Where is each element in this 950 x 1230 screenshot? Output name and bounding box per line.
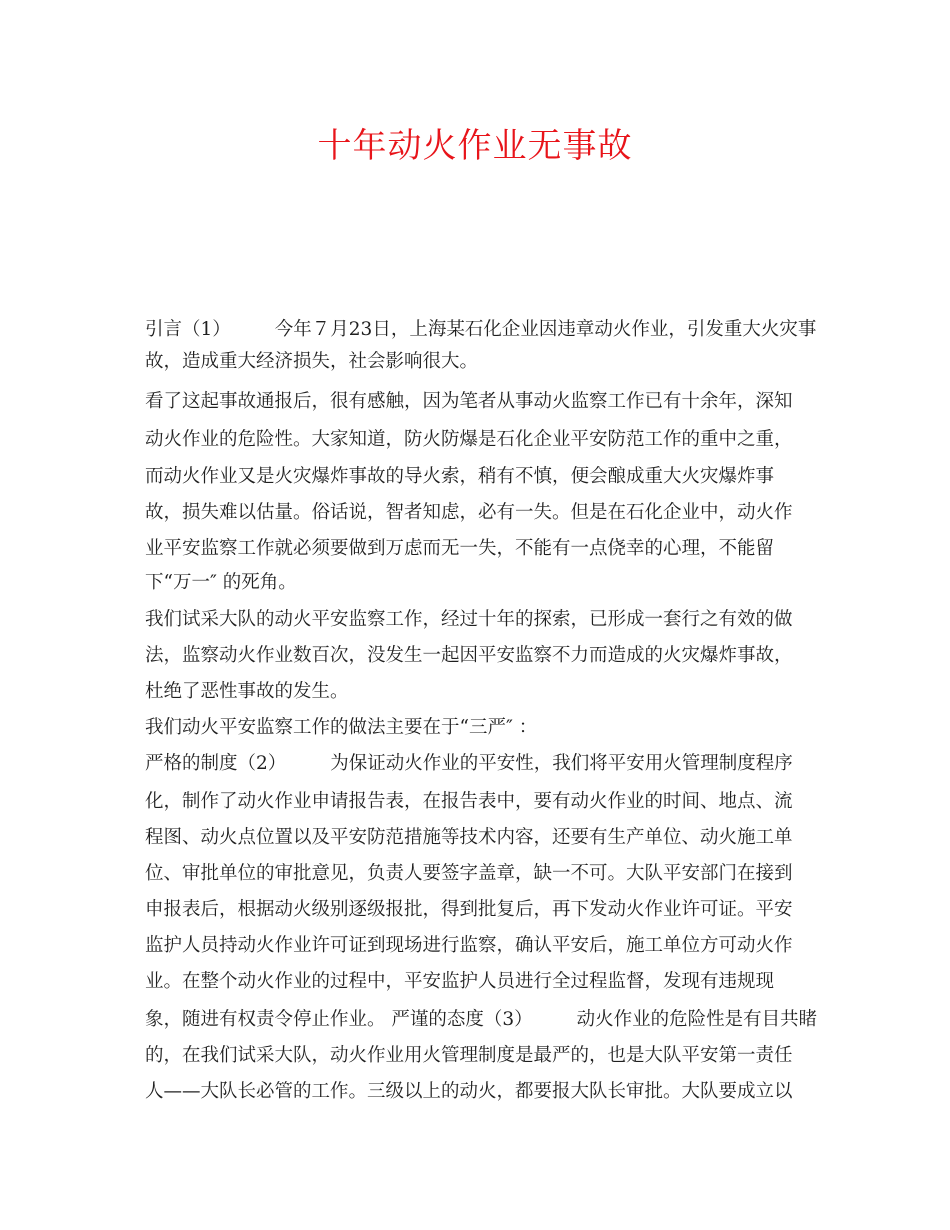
section-heading-rigorous-attitude: 象，随进有权责令停止作业。 严谨的态度（3） [145,1009,533,1030]
section-heading-intro: 引言（1） [145,319,231,340]
body-line-10: 法，监察动火作业数百次，没发生一起因平安监察不力而造成的火灾爆炸事故， [145,645,793,666]
body-line-22: 人——大队长必管的工作。三级以上的动火，都要报大队长审批。大队要成立以 [145,1081,793,1102]
body-line-15: 程图、动火点位置以及平安防范措施等技术内容，还要有生产单位、动火施工单 [145,827,793,848]
body-line-7: 业平安监察工作就必须要做到万虑而无一失，不能有一点侥幸的心理，不能留 [145,538,775,559]
body-text: 为保证动火作业的平安性，我们将平安用火管理制度程序 [330,753,793,774]
body-line-12: 我们动火平安监察工作的做法主要在于“三严″ ： [145,717,538,738]
body-line-8: 下“万一″ 的死角。 [145,572,297,593]
body-line-3: 看了这起事故通报后，很有感触，因为笔者从事动火监察工作已有十余年，深知 [145,391,793,412]
body-line-4: 动火作业的危险性。大家知道，防火防爆是石化企业平安防范工作的重中之重， [145,429,793,450]
body-text: 动火作业的危险性是有目共睹 [576,1009,818,1030]
body-line-2: 故，造成重大经济损失，社会影响很大。 [145,351,479,372]
body-line-13 [145,752,793,776]
body-line-21: 的，在我们试采大队，动火作业用火管理制度是最严的，也是大队平安第一责任 [145,1045,793,1066]
body-line-6: 故，损失难以估量。俗话说，智者知虑，必有一失。但是在石化企业中，动火作 [145,502,793,523]
body-line-11: 杜绝了恶性事故的发生。 [145,681,349,702]
document-title: 十年动火作业无事故 [317,126,633,166]
body-line-14: 化，制作了动火作业申请报告表，在报告表中，要有动火作业的时间、地点、流 [145,791,793,812]
body-line-9: 我们试采大队的动火平安监察工作，经过十年的探索，已形成一套行之有效的做 [145,609,793,630]
body-line-20 [145,1008,817,1032]
body-line-16: 位、审批单位的审批意见，负责人要签字盖章，缺一不可。大队平安部门在接到 [145,863,793,884]
section-heading-strict-rules: 严格的制度（2） [145,753,287,774]
body-line-17: 申报表后，根据动火级别逐级报批，得到批复后，再下发动火作业许可证。平安 [145,899,793,920]
body-text: 今年７月23日，上海某石化企业因违章动火作业，引发重大火灾事 [274,319,817,340]
body-line-5: 而动火作业又是火灾爆炸事故的导火索，稍有不慎，便会酿成重大火灾爆炸事 [145,466,775,487]
body-line-1 [145,318,816,342]
body-line-19: 业。在整个动火作业的过程中，平安监护人员进行全过程监督，发现有违规现 [145,971,775,992]
body-line-18: 监护人员持动火作业许可证到现场进行监察，确认平安后，施工单位方可动火作 [145,935,793,956]
